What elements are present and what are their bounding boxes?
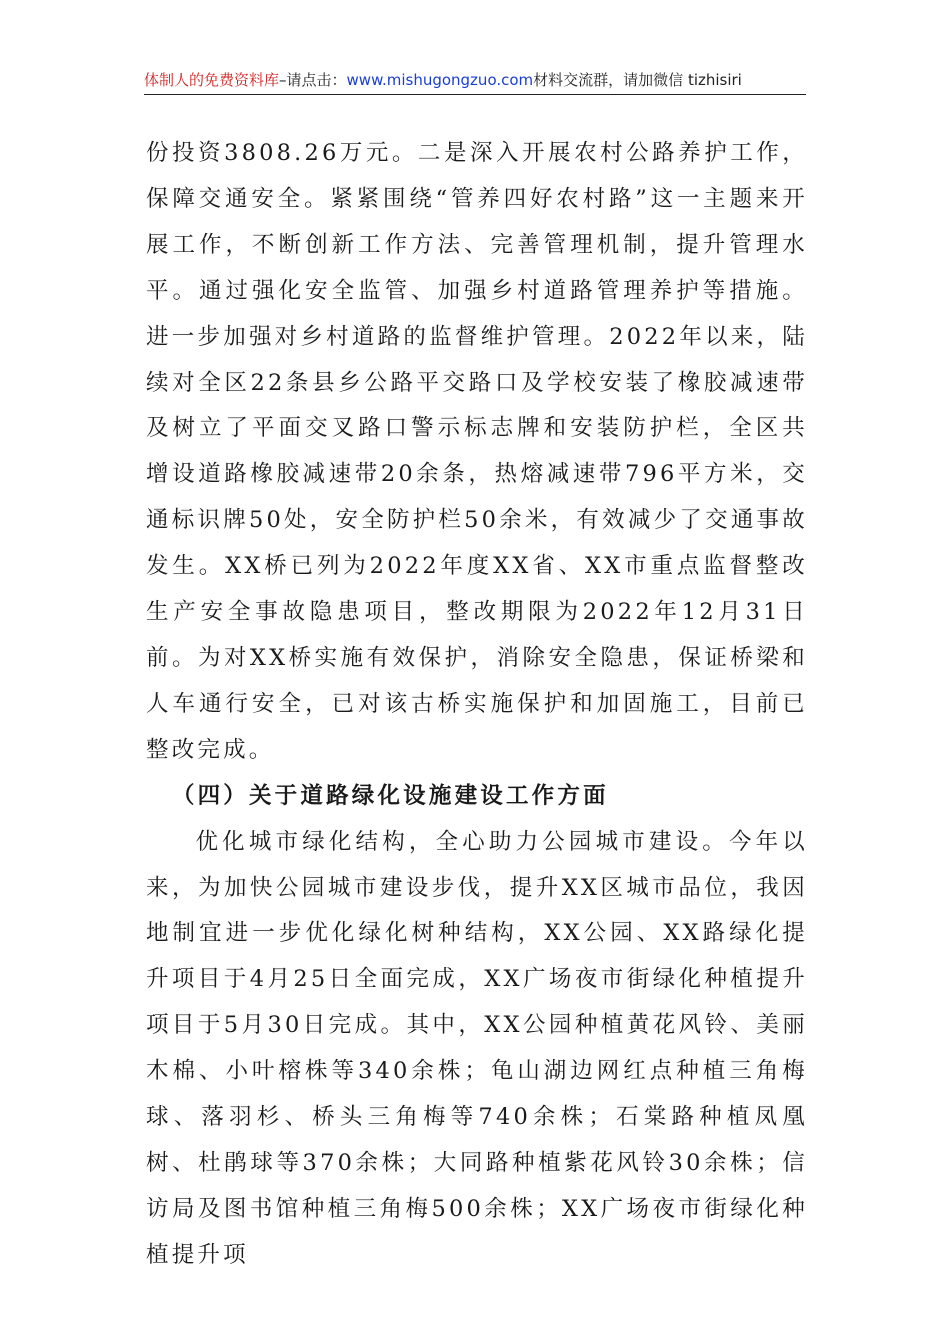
header-contact: 材料交流群，请加微信 tizhisiri	[533, 71, 742, 89]
section-heading: （四）关于道路绿化设施建设工作方面	[171, 782, 609, 809]
header-brand: 体制人的免费资料库	[144, 71, 280, 89]
paragraph-road-maintenance: 份投资3808.26万元。二是深入开展农村公路养护工作，保障交通安全。紧紧围绕“管养四好农村路”这一主题来开展工作，不断创新工作方法、完善管理机制，提升管理水平。通过强化安全监管、加强乡村道路管理养护等措施。进一步加强对乡村道路的监督维护管理。2022年以来，陆续对全区22条县乡公路平交路口及学校安装了橡胶减速带及树立了平面交叉路口警示标志牌和安装防护栏，全区共增设道路橡胶减速带20余条，热熔减速带796平方米，交通标识牌50处，安全防护栏50余米，有效减少了交通事故发生。XX桥已列为2022年度XX省、XX市重点监督整改生产安全事故隐患项目，整改期限为2022年12月31日前。为对XX桥实施有效保护，消除安全隐患，保证桥梁和人车通行安全，已对该古桥实施保护和加固施工，目前已整改完成。	[146, 140, 808, 763]
header-separator: –请点击：	[279, 71, 347, 89]
header-link[interactable]: www.mishugongzuo.com	[346, 71, 534, 89]
document-body	[146, 131, 808, 1279]
paragraph-greening: 优化城市绿化结构，全心助力公园城市建设。今年以来，为加快公园城市建设步伐，提升XX区城市品位，我因地制宜进一步优化绿化树种结构，XX公园、XX路绿化提升项目于4月25日全面完成，XX广场夜市街绿化种植提升项目于5月30日完成。其中，XX公园种植黄花风铃、美丽木棉、小叶榕株等340余株；龟山湖边网红点种植三角梅球、落羽杉、桥头三角梅等740余株；石棠路种植凤凰树、杜鹃球等370余株；大同路种植紫花风铃30余株；信访局及图书馆种植三角梅500余株；XX广场夜市街绿化种植提升项	[146, 828, 808, 1268]
page-header	[144, 68, 806, 95]
